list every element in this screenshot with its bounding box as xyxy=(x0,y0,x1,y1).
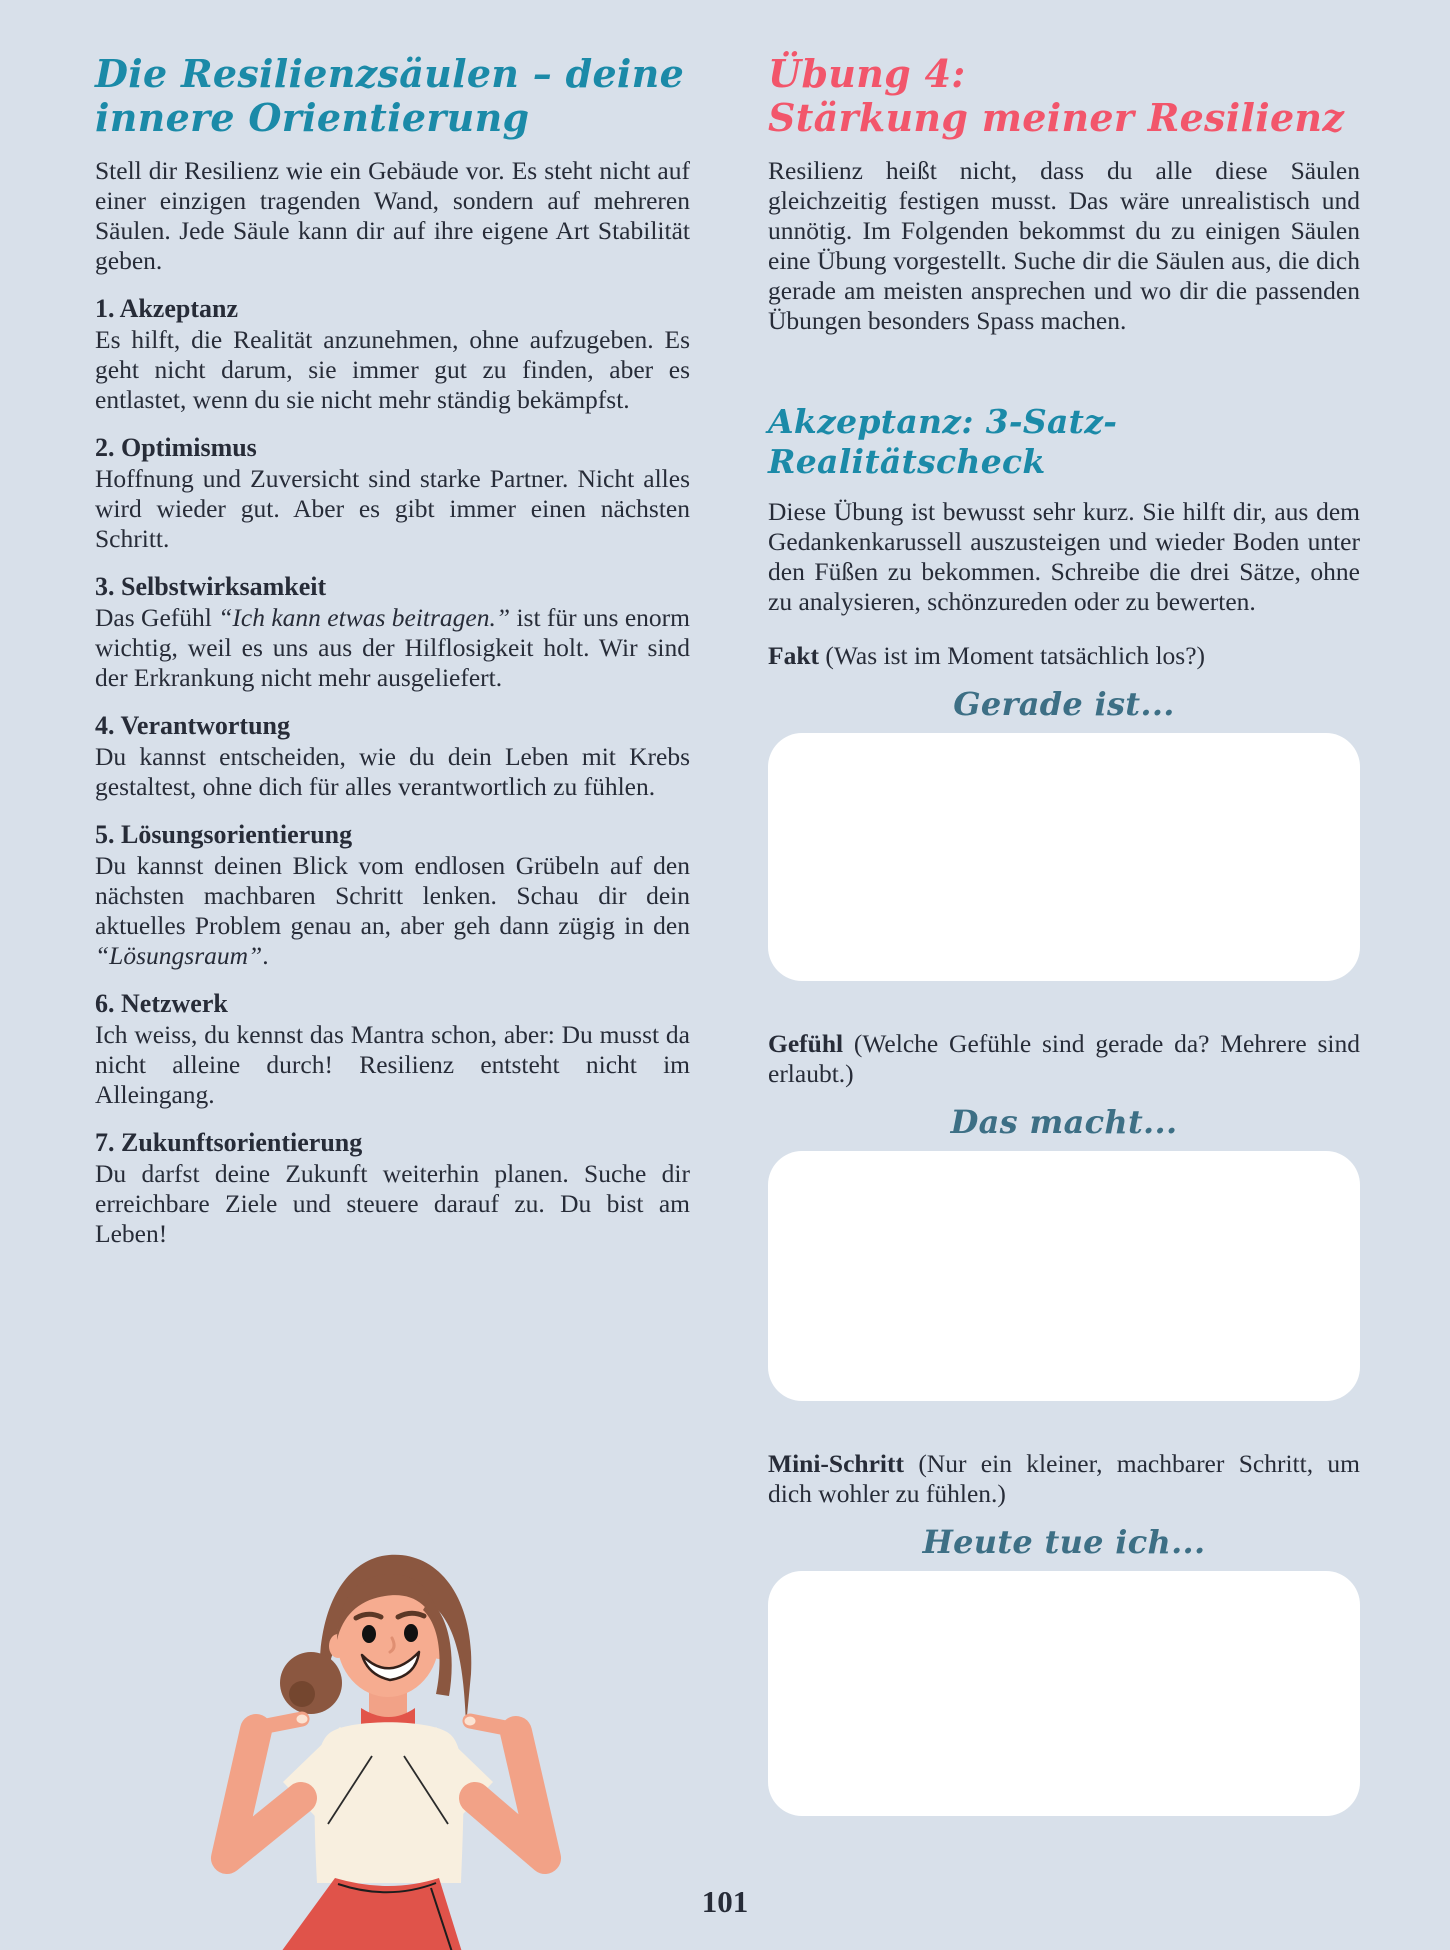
pillar-body xyxy=(95,851,690,971)
inline-quote: “Lösungsraum” xyxy=(95,941,263,971)
fakt-write-box[interactable] xyxy=(768,733,1360,981)
arm-left xyxy=(227,1730,301,1858)
script-prompt-heute-tue-ich: Heute tue ich... xyxy=(922,1523,1206,1562)
subsection-intro-paragraph: Diese Übung ist bewusst sehr kurz. Sie hilft dir, aus dem Gedankenkarussell auszusteigen und wieder Boden unter den Füßen zu bekommen. Schreibe die drei Sätze, ohne zu analysieren, schönzureden oder zu bewerten. xyxy=(768,497,1360,617)
prompt-keyword: Fakt xyxy=(768,641,819,671)
hair-bun-shadow xyxy=(289,1681,315,1707)
pointing-finger-left xyxy=(256,1719,302,1728)
arm-right xyxy=(475,1732,545,1858)
hair-bun xyxy=(280,1652,342,1714)
pillar-body-text: Das Gefühl xyxy=(95,603,219,633)
fingernail-right xyxy=(465,1717,476,1726)
pillar-section-loesungsorientierung xyxy=(95,820,690,971)
pillar-section-zukunftsorientierung xyxy=(95,1128,690,1249)
pillar-section-selbstwirksamkeit xyxy=(95,572,690,693)
pillar-body xyxy=(95,603,690,693)
pillar-section-verantwortung xyxy=(95,711,690,802)
pillar-body: Du kannst entscheiden, wie du dein Leben mit Krebs gestaltest, ohne dich für alles verantwortlich zu fühlen. xyxy=(95,742,690,802)
exercise-intro-paragraph: Resilienz heißt nicht, dass du alle diese Säulen gleichzeitig festigen musst. Das wäre unrealistisch und unnötig. Im Folgenden bekommst du zu einigen Säulen eine Übung vorgestellt. Suche dir die Säulen aus, die dich gerade am meisten ansprechen und wo dir die passenden Übungen besonders Spass machen. xyxy=(768,156,1360,336)
pointing-finger-right xyxy=(470,1721,516,1730)
prompt-hint: (Was ist im Moment tatsächlich los?) xyxy=(819,641,1206,671)
inline-quote: “Ich kann etwas beitragen.” xyxy=(218,603,511,633)
pillar-section-optimismus xyxy=(95,433,690,554)
pillar-body: Du darfst deine Zukunft weiterhin planen. Suche dir erreichbare Ziele und steuere darauf zu. Du bist am Leben! xyxy=(95,1159,690,1249)
right-column xyxy=(768,52,1360,1816)
pillar-heading: 7. Zukunftsorientierung xyxy=(95,1128,363,1158)
pillar-body: Ich weiss, du kennst das Mantra schon, aber: Du musst da nicht alleine durch! Resilienz entsteht nicht im Alleingang. xyxy=(95,1020,690,1110)
prompt-label-mini-schritt xyxy=(768,1449,1360,1509)
subsection-title: Akzeptanz: 3-Satz-Realitätscheck xyxy=(768,402,1118,481)
pillar-heading: 1. Akzeptanz xyxy=(95,294,238,324)
pillar-section-netzwerk xyxy=(95,989,690,1110)
prompt-keyword: Gefühl xyxy=(768,1029,844,1059)
script-prompt-das-macht: Das macht... xyxy=(950,1103,1178,1142)
pillar-heading: 5. Lösungsorientierung xyxy=(95,820,353,850)
prompt-keyword: Mini-Schritt xyxy=(768,1449,904,1479)
mini-schritt-write-box[interactable] xyxy=(768,1571,1360,1816)
prompt-label-gefuehl xyxy=(768,1029,1360,1089)
prompt-hint: (Welche Gefühle sind gerade da? Mehrere sind erlaubt.) xyxy=(768,1029,1360,1089)
pillar-body-text: . xyxy=(262,941,269,971)
pillar-body-text: ist für uns enorm wichtig, weil es uns aus der Hilflosigkeit holt. Wir sind der Erkrankung nicht mehr ausgeliefert. xyxy=(95,603,690,693)
eye-left xyxy=(362,1625,376,1643)
page-number: 101 xyxy=(701,1884,749,1919)
pillar-body: Hoffnung und Zuversicht sind starke Partner. Nicht alles wird wieder gut. Aber es gibt immer einen nächsten Schritt. xyxy=(95,464,690,554)
pillar-heading: 2. Optimismus xyxy=(95,433,257,463)
gefuehl-write-box[interactable] xyxy=(768,1151,1360,1401)
script-prompt-gerade-ist: Gerade ist... xyxy=(953,685,1175,724)
eye-right xyxy=(404,1624,418,1642)
pillar-section-akzeptanz xyxy=(95,294,690,415)
exercise-title-line1: Übung 4: xyxy=(768,51,966,96)
pillar-heading: 6. Netzwerk xyxy=(95,989,228,1019)
fingernail-left xyxy=(297,1715,308,1724)
left-column xyxy=(95,52,690,1249)
exercise-title-line2: Stärkung meiner Resilienz xyxy=(768,95,1345,141)
left-intro-paragraph: Stell dir Resilienz wie ein Gebäude vor. Es steht nicht auf einer einzigen tragenden Wand, sondern auf mehreren Säulen. Jede Säule kann dir auf ihre eigene Art Stabilität geben. xyxy=(95,156,690,276)
pillar-heading: 3. Selbstwirksamkeit xyxy=(95,572,327,602)
prompt-hint: (Nur ein kleiner, machbarer Schritt, um dich wohler zu fühlen.) xyxy=(768,1449,1360,1509)
pillar-heading: 4. Verantwortung xyxy=(95,711,291,741)
pillar-body: Es hilft, die Realität anzunehmen, ohne aufzugeben. Es geht nicht darum, sie immer gut zu finden, aber es entlastet, wenn du sie nicht mehr ständig bekämpfst. xyxy=(95,325,690,415)
pillar-body-text: Du kannst deinen Blick vom endlosen Grübeln auf den nächsten machbaren Schritt lenken. Schau dir dein aktuelles Problem genau an, aber geh dann zügig in den xyxy=(95,851,690,941)
prompt-label-fakt xyxy=(768,641,1360,671)
left-column-title: Die Resilienzsäulen – deine innere Orientierung xyxy=(95,51,685,141)
